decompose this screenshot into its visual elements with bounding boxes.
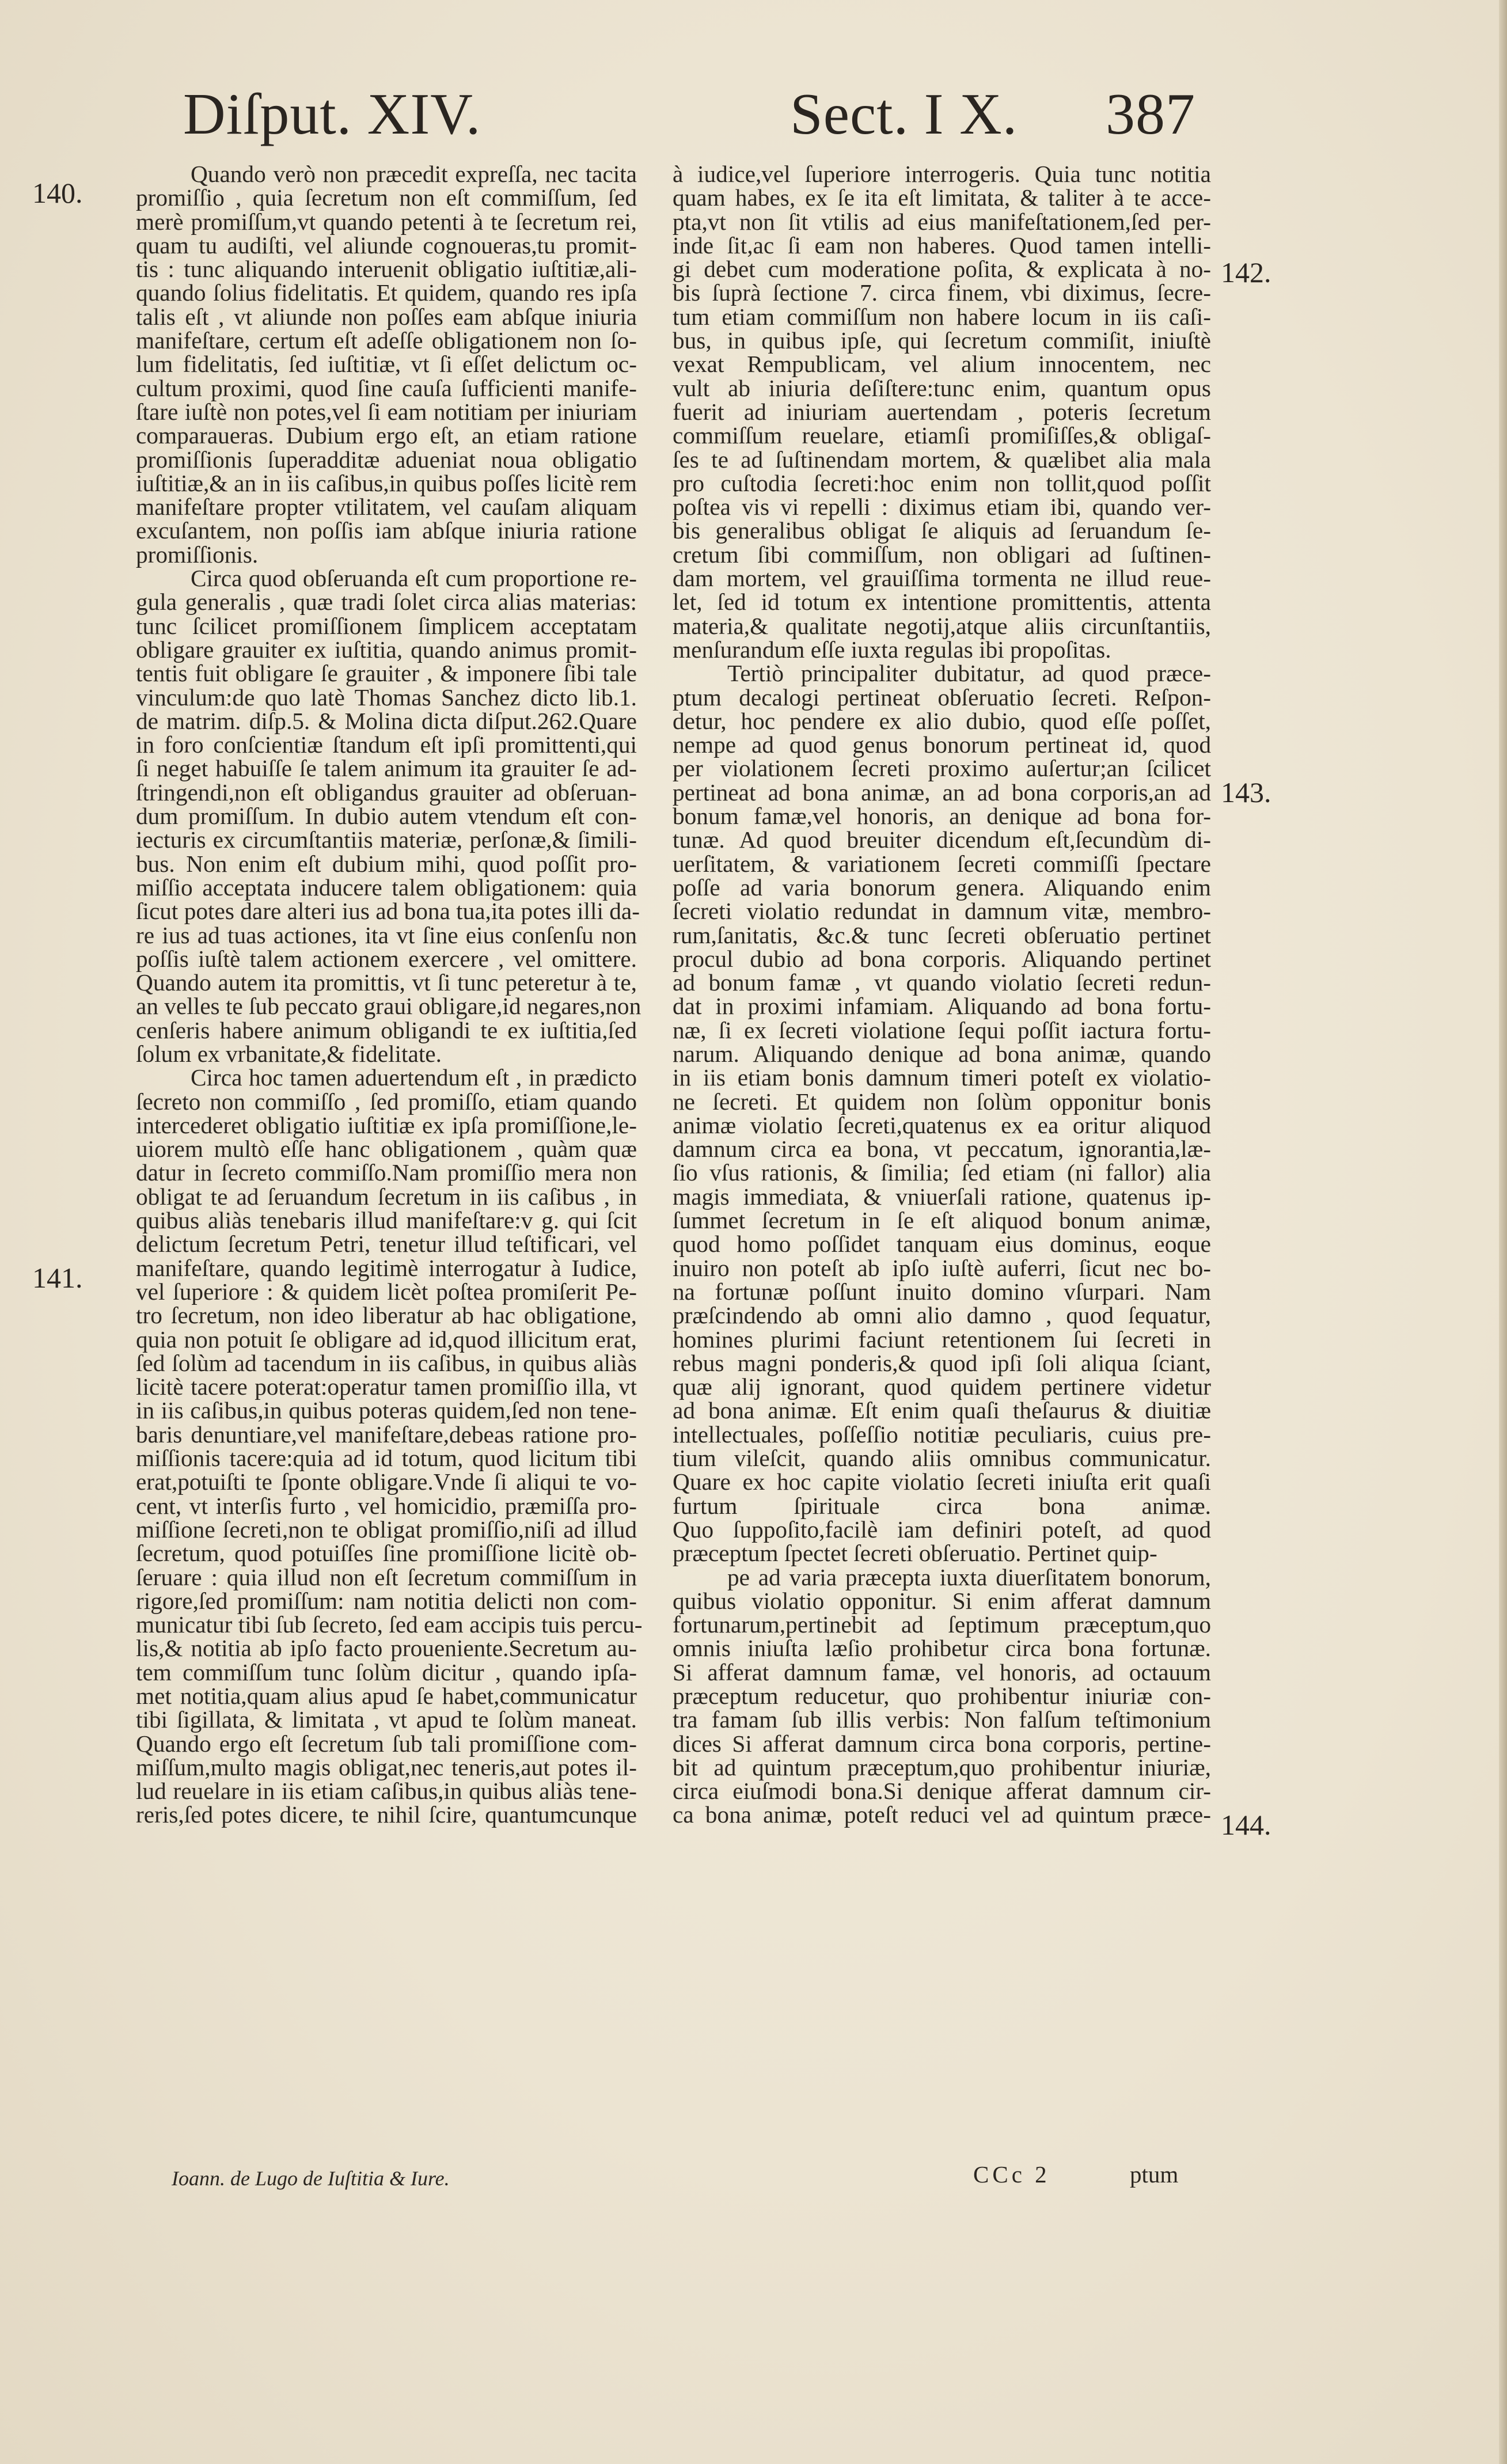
- text-line: intellectuales, poſſeſſio notitiæ peculiaris, cuius pre-: [673, 1421, 1211, 1448]
- paragraph-number-144: 144.: [1221, 1809, 1271, 1841]
- text-line: dum promiſſum. In dubio autem vtendum eſt con-: [136, 803, 637, 830]
- text-line: tem commiſſum tunc ſolùm dicitur , quando ipſa-: [136, 1658, 637, 1685]
- text-line: miſſum,multo magis obligat,nec teneris,aut potes il-: [136, 1753, 637, 1780]
- text-line: ſes te ad ſuſtinendam mortem, & quælibet alia mala: [673, 446, 1211, 473]
- text-line: Quare ex hoc capite violatio ſecreti iniuſta erit quaſi: [673, 1468, 1211, 1495]
- running-head-disputation: Diſput. XIV.: [183, 82, 481, 147]
- text-line: pe ad varia præcepta iuxta diuerſitatem bonorum,: [727, 1563, 1211, 1590]
- text-line: detur, hoc pendere ex alio dubio, quod eſſe poſſet,: [673, 707, 1211, 734]
- text-line: delictum ſecretum Petri, tenetur illud teſtificari, vel: [136, 1231, 637, 1258]
- text-line: Quando verò non præcedit expreſſa, nec tacita: [190, 161, 637, 187]
- text-line: intercederet obligatio iuſtitiæ ex ipſa promiſſione,le-: [136, 1111, 637, 1138]
- text-line: manifeſtare propter vtilitatem, vel cauſam aliquam: [136, 493, 637, 521]
- text-line: menſurandum eſſe iuxta regulas ibi propoſitas.: [673, 636, 1111, 663]
- text-line: Quando ergo eſt ſecretum ſub tali promiſſione com-: [136, 1730, 637, 1757]
- text-line: ca bona animæ, poteſt reduci vel ad quintum præce-: [673, 1801, 1211, 1828]
- text-line: lud reuelare in iis etiam caſibus,in quibus aliàs tene-: [136, 1778, 637, 1805]
- text-line: inuiro non poteſt ab ipſo iuſtè auferri, ſicut nec bo-: [673, 1254, 1211, 1281]
- text-line: Circa hoc tamen aduertendum eſt , in prædicto: [190, 1064, 637, 1091]
- text-line: quæ alij ignorant, quod quidem pertinere videtur: [673, 1373, 1211, 1400]
- text-line: quibus violatio opponitur. Si enim afferat damnum: [673, 1587, 1211, 1614]
- text-line: bus. Non enim eſt dubium mihi, quod poſſit pro-: [136, 850, 637, 877]
- text-line: manifeſtare, quando legitimè interrogatur à Iudice,: [136, 1254, 637, 1281]
- text-line: vel ſuperiore : & quidem licèt poſtea promiſerit Pe-: [136, 1278, 637, 1305]
- text-line: an velles te ſub peccato graui obligare,id negares,non: [136, 993, 641, 1020]
- text-line: quod homo poſſidet tanquam eius dominus, eoque: [673, 1231, 1211, 1258]
- text-line: tum etiam commiſſum non habere locum in iis caſi-: [673, 303, 1211, 330]
- text-line: omnis iniuſta læſio prohibetur circa bona fortunæ.: [673, 1635, 1211, 1662]
- text-line: in foro conſcientiæ ſtandum eſt ipſi promittenti,qui: [136, 731, 637, 758]
- text-line: præceptum reducetur, quo prohibentur iniuriæ con-: [673, 1683, 1211, 1709]
- text-line: miſſionis tacere:quia ad id totum, quod licitum tibi: [136, 1445, 637, 1472]
- text-line: dat in proximi infamiam. Aliquando ad bona fortu-: [673, 993, 1211, 1020]
- text-line: poſſis iuſtè talem actionem exercere , vel omittere.: [136, 945, 637, 972]
- text-line: Circa quod obſeruanda eſt cum proportione re-: [190, 565, 637, 592]
- text-line: per violationem ſecreti proximo auſertur;an ſcilicet: [673, 755, 1211, 782]
- text-line: ſi neget habuiſſe ſe talem animum ita grauiter ſe ad-: [136, 755, 637, 782]
- text-line: tro ſecretum, non ideo liberatur ab hac obligatione,: [136, 1302, 637, 1329]
- text-line: næ, ſi ex ſecreti violatione ſequi poſſit iactura fortu-: [673, 1016, 1211, 1043]
- text-line: quibus aliàs tenebaris illud manifeſtare:v g. qui ſcit: [136, 1207, 637, 1234]
- text-line: reris,ſed potes dicere, te nihil ſcire, quantumcunque: [136, 1801, 637, 1828]
- text-line: præſcindendo ab omni alio damno , quod ſequatur,: [673, 1302, 1211, 1329]
- text-line: ſeruare : quia illud non eſt ſecretum commiſſum in: [136, 1563, 637, 1590]
- text-line: ſolum ex vrbanitate,& fidelitate.: [136, 1040, 442, 1067]
- text-line: vult ab iniuria deſiſtere:tunc enim, quantum opus: [673, 374, 1211, 401]
- text-line: cretum ſibi commiſſum, non obligari ad ſuſtinen-: [673, 541, 1211, 568]
- text-line: ſio vſus rationis, & ſimilia; ſed etiam (ni fallor) alia: [673, 1159, 1211, 1186]
- text-line: bis generalibus obligat ſe aliquis ad ſeruandum ſe-: [673, 517, 1211, 544]
- text-line: tis : tunc aliquando interuenit obligatio iuſtitiæ,ali-: [136, 256, 637, 283]
- text-line: obligat te ad ſeruandum ſecretum in iis caſibus , in: [136, 1183, 637, 1210]
- text-line: miſſione ſecreti,non te obligat promiſſio,niſi ad illud: [136, 1516, 637, 1543]
- text-line: promiſſionis.: [136, 541, 259, 568]
- text-line: tium vileſcit, quando aliis omnibus communicatur.: [673, 1445, 1211, 1472]
- text-line: à iudice,vel ſuperiore interrogeris. Quia tunc notitia: [673, 161, 1211, 187]
- text-line: cent, vt interſis furto , vel homicidio, præmiſſa pro-: [136, 1492, 637, 1519]
- text-line: talis eſt , vt aliunde non poſſes eam abſque iniuria: [136, 303, 637, 330]
- text-line: bit ad quintum præceptum,quo prohibentur iniuriæ,: [673, 1753, 1211, 1780]
- text-line: miſſio acceptata inducere talem obligationem: quia: [136, 874, 637, 901]
- page-number: 387: [1106, 82, 1195, 147]
- text-line: tentis fuit obligare ſe grauiter , & imponere ſibi tale: [136, 660, 637, 687]
- text-line: tunc ſcilicet promiſſionem ſimplicem acceptatam: [136, 612, 637, 639]
- text-line: ſecreto non commiſſo , ſed promiſſo, etiam quando: [136, 1088, 637, 1115]
- text-line: ſtare iuſtè non potes,vel ſi eam notitiam per iniuriam: [136, 398, 637, 425]
- text-line: ſecreti violatio redundat in damnum vitæ, membro-: [673, 898, 1211, 925]
- text-line: ſed ſolùm ad tacendum in iis caſibus, in quibus aliàs: [136, 1349, 637, 1376]
- text-line: pro cuſtodia ſecreti:hoc enim non tollit,quod poſſit: [673, 469, 1211, 496]
- text-line: baris denuntiare,vel manifeſtare,debeas ratione pro-: [136, 1421, 637, 1448]
- text-line: circa eiuſmodi bona.Si denique afferat damnum cir-: [673, 1778, 1211, 1805]
- text-line: ptum decalogi pertineat obſeruatio ſecreti. Reſpon-: [673, 684, 1211, 711]
- text-line: rebus magni ponderis,& quod ipſi ſoli aliqua ſciant,: [673, 1349, 1211, 1376]
- text-line: iecturis ex circumſtantiis materiæ, perſonæ,& ſimili-: [136, 826, 637, 853]
- text-line: Tertiò principaliter dubitatur, ad quod præce-: [727, 660, 1211, 687]
- right-text-column: [673, 162, 1211, 1827]
- text-line: fortunarum,pertinebit ad ſeptimum præceptum,quo: [673, 1611, 1211, 1638]
- text-line: furtum ſpirituale circa bona animæ.: [673, 1492, 1211, 1519]
- text-line: in iis etiam bonis damnum timeri poteſt ex violatio-: [673, 1064, 1211, 1091]
- text-line: uerſitatem, & variationem ſecreti commiſſi ſpectare: [673, 850, 1211, 877]
- text-line: rigore,ſed promiſſum: nam notitia delicti non com-: [136, 1587, 637, 1614]
- catchword: ptum: [1130, 2161, 1179, 2188]
- left-text-column: [136, 161, 643, 1828]
- text-line: quam tu audiſti, vel aliunde cognoueras,tu promit-: [136, 231, 637, 259]
- text-line: tunæ. Ad quod breuiter dicendum eſt,ſecundùm di-: [673, 826, 1211, 853]
- text-line: bonum famæ,vel honoris, an denique ad bona for-: [673, 803, 1211, 830]
- text-line: met notitia,quam alius apud ſe habet,communicatur: [136, 1683, 637, 1709]
- text-line: magis immediata, & vniuerſali ratione, quatenus ip-: [673, 1183, 1211, 1210]
- text-line: ſicut potes dare alteri ius ad bona tua,ita potes illi da-: [136, 898, 640, 925]
- signature-mark: CCc 2: [973, 2161, 1050, 2188]
- text-line: uiorem multò eſſe hanc obligationem , quàm quæ: [136, 1136, 637, 1163]
- text-line: poſſe ad varia bonorum genera. Aliquando enim: [673, 874, 1211, 901]
- text-line: ad bona animæ. Eſt enim quaſi theſaurus & diuitiæ: [673, 1397, 1211, 1424]
- text-line: præceptum ſpectet ſecreti obſeruatio. Pertinet quip-: [673, 1540, 1157, 1567]
- text-line: fuerit ad iniuriam auertendam , poteris ſecretum: [673, 398, 1211, 425]
- text-line: pertineat ad bona animæ, an ad bona corporis,an ad: [673, 779, 1211, 806]
- text-line: materia,& qualitate negotij,atque aliis circunſtantiis,: [673, 612, 1211, 639]
- text-line: na fortunæ poſſunt inuito domino vſurpari. Nam: [673, 1278, 1211, 1305]
- text-line: gula generalis , quæ tradi ſolet circa alias materias:: [136, 589, 637, 616]
- text-line: merè promiſſum,vt quando petenti à te ſecretum rei,: [136, 208, 637, 235]
- text-line: nempe ad quod genus bonorum pertineat id, quod: [673, 731, 1211, 758]
- text-line: rum,ſanitatis, &c.& tunc ſecreti obſeruatio pertinet: [673, 921, 1211, 948]
- text-line: dam mortem, vel grauiſſima tormenta ne illud reue-: [673, 565, 1211, 592]
- text-line: comparaueras. Dubium ergo eſt, an etiam ratione: [136, 422, 637, 449]
- text-line: narum. Aliquando denique ad bona animæ, quando: [673, 1040, 1211, 1067]
- text-line: lum fidelitatis, ſed iuſtitiæ, vt ſi eſſet delictum oc-: [136, 351, 637, 378]
- text-line: Quando autem ita promittis, vt ſi tunc peteretur à te,: [136, 969, 637, 996]
- text-line: erat,potuiſti te ſponte obligare.Vnde ſi aliqui te vo-: [136, 1468, 637, 1495]
- text-line: in iis caſibus,in quibus poteras quidem,ſed non tene-: [136, 1397, 637, 1424]
- text-line: ad bonum famæ , vt quando violatio ſecreti redun-: [673, 969, 1211, 996]
- text-line: procul dubio ad bona corporis. Aliquando pertinet: [673, 945, 1211, 972]
- text-line: damnum circa ea bona, vt peccatum, ignorantia,læ-: [673, 1136, 1211, 1163]
- text-line: iuſtitiæ,& an in iis caſibus,in quibus poſſes licitè rem: [136, 469, 637, 496]
- text-line: Si afferat damnum famæ, vel honoris, ad octauum: [673, 1658, 1211, 1685]
- text-line: homines plurimi faciunt retentionem ſui ſecreti in: [673, 1326, 1211, 1353]
- text-line: tibi ſigillata, & limitata , vt apud te ſolùm maneat.: [136, 1706, 637, 1733]
- text-line: gi debet cum moderatione poſita, & explicata à no-: [673, 256, 1211, 283]
- text-line: let, ſed id totum ex intentione promittentis, attenta: [673, 589, 1211, 616]
- text-line: re ius ad tuas actiones, ita vt ſine eius conſenſu non: [136, 921, 637, 948]
- text-line: tra famam ſub illis verbis: Non falſum teſtimonium: [673, 1706, 1211, 1733]
- text-line: excuſantem, non poſſis iam abſque iniuria ratione: [136, 517, 637, 544]
- footer-author-line: Ioann. de Lugo de Iuſtitia & Iure.: [172, 2167, 450, 2190]
- running-head-section: Sect. I X.: [790, 82, 1018, 147]
- text-line: vinculum:de quo latè Thomas Sanchez dicto lib.1.: [136, 684, 637, 711]
- text-line: promiſſionis ſuperadditæ adueniat noua obligatio: [136, 446, 637, 473]
- page-edge-shadow: [1499, 0, 1507, 2464]
- text-line: quando ſolius fidelitatis. Et quidem, quando res ipſa: [136, 279, 637, 306]
- text-line: poſtea vis vi repelli : diximus etiam ibi, quando ver-: [673, 493, 1211, 521]
- text-line: dices Si afferat damnum circa bona corporis, pertine-: [673, 1730, 1211, 1757]
- text-line: quia non potuit ſe obligare ad id,quod illicitum erat,: [136, 1326, 637, 1353]
- paragraph-number-142: 142.: [1221, 256, 1271, 288]
- text-line: manifeſtare, certum eſt adeſſe obligationem non ſo-: [136, 327, 637, 354]
- text-line: inde ſit,ac ſi eam non haberes. Quod tamen intelli-: [673, 231, 1211, 259]
- text-line: cultum proximi, quod ſine cauſa ſufficienti manife-: [136, 374, 637, 401]
- text-line: ſecretum, quod potuiſſes ſine promiſſione licitè ob-: [136, 1540, 637, 1567]
- text-line: bus, in quibus ipſe, qui ſecretum commiſit, iniuſtè: [673, 327, 1211, 354]
- text-line: ſummet ſecretum in ſe eſt aliquod bonum animæ,: [673, 1207, 1211, 1234]
- text-line: municatur tibi ſub ſecreto, ſed eam accipis tuis percu-: [136, 1611, 643, 1638]
- text-line: ne ſecreti. Et quidem non ſolùm opponitur bonis: [673, 1088, 1211, 1115]
- text-line: Quo ſuppoſito,facilè iam definiri poteſt, ad quod: [673, 1516, 1211, 1543]
- text-line: obligare grauiter ex iuſtitia, quando animus promit-: [136, 636, 637, 663]
- text-line: quam habes, ex ſe ita eſt limitata, & taliter à te acce-: [673, 184, 1211, 211]
- paragraph-number-141: 141.: [32, 1262, 83, 1294]
- text-line: bis ſuprà ſectione 7. circa finem, vbi diximus, ſecre-: [673, 279, 1211, 306]
- text-line: ſtringendi,non eſt obligandus grauiter ad obſeruan-: [136, 779, 637, 806]
- text-line: lis,& notitia ab ipſo facto proueniente.Secretum au-: [136, 1635, 637, 1662]
- text-line: commiſſum reuelare, etiamſi promiſiſſes,& obligaſ-: [673, 422, 1211, 449]
- text-line: cenſeris habere animum obligandi te ex iuſtitia,ſed: [136, 1016, 637, 1043]
- text-line: animæ violatio ſecreti,quatenus ex ea oritur aliquod: [673, 1111, 1211, 1138]
- text-line: licitè tacere poterat:operatur tamen promiſſio illa, vt: [136, 1373, 637, 1400]
- text-line: promiſſio , quia ſecretum non eſt commiſſum, ſed: [136, 184, 637, 211]
- paragraph-number-143: 143.: [1221, 776, 1271, 808]
- text-line: pta,vt non ſit vtilis ad eius manifeſtationem,ſed per-: [673, 208, 1211, 235]
- text-line: de matrim. diſp.5. & Molina dicta diſput.262.Quare: [136, 707, 637, 734]
- text-line: datur in ſecreto commiſſo.Nam promiſſio mera non: [136, 1159, 637, 1186]
- text-line: vexat Rempublicam, vel alium innocentem, nec: [673, 351, 1211, 378]
- paragraph-number-140: 140.: [32, 177, 83, 209]
